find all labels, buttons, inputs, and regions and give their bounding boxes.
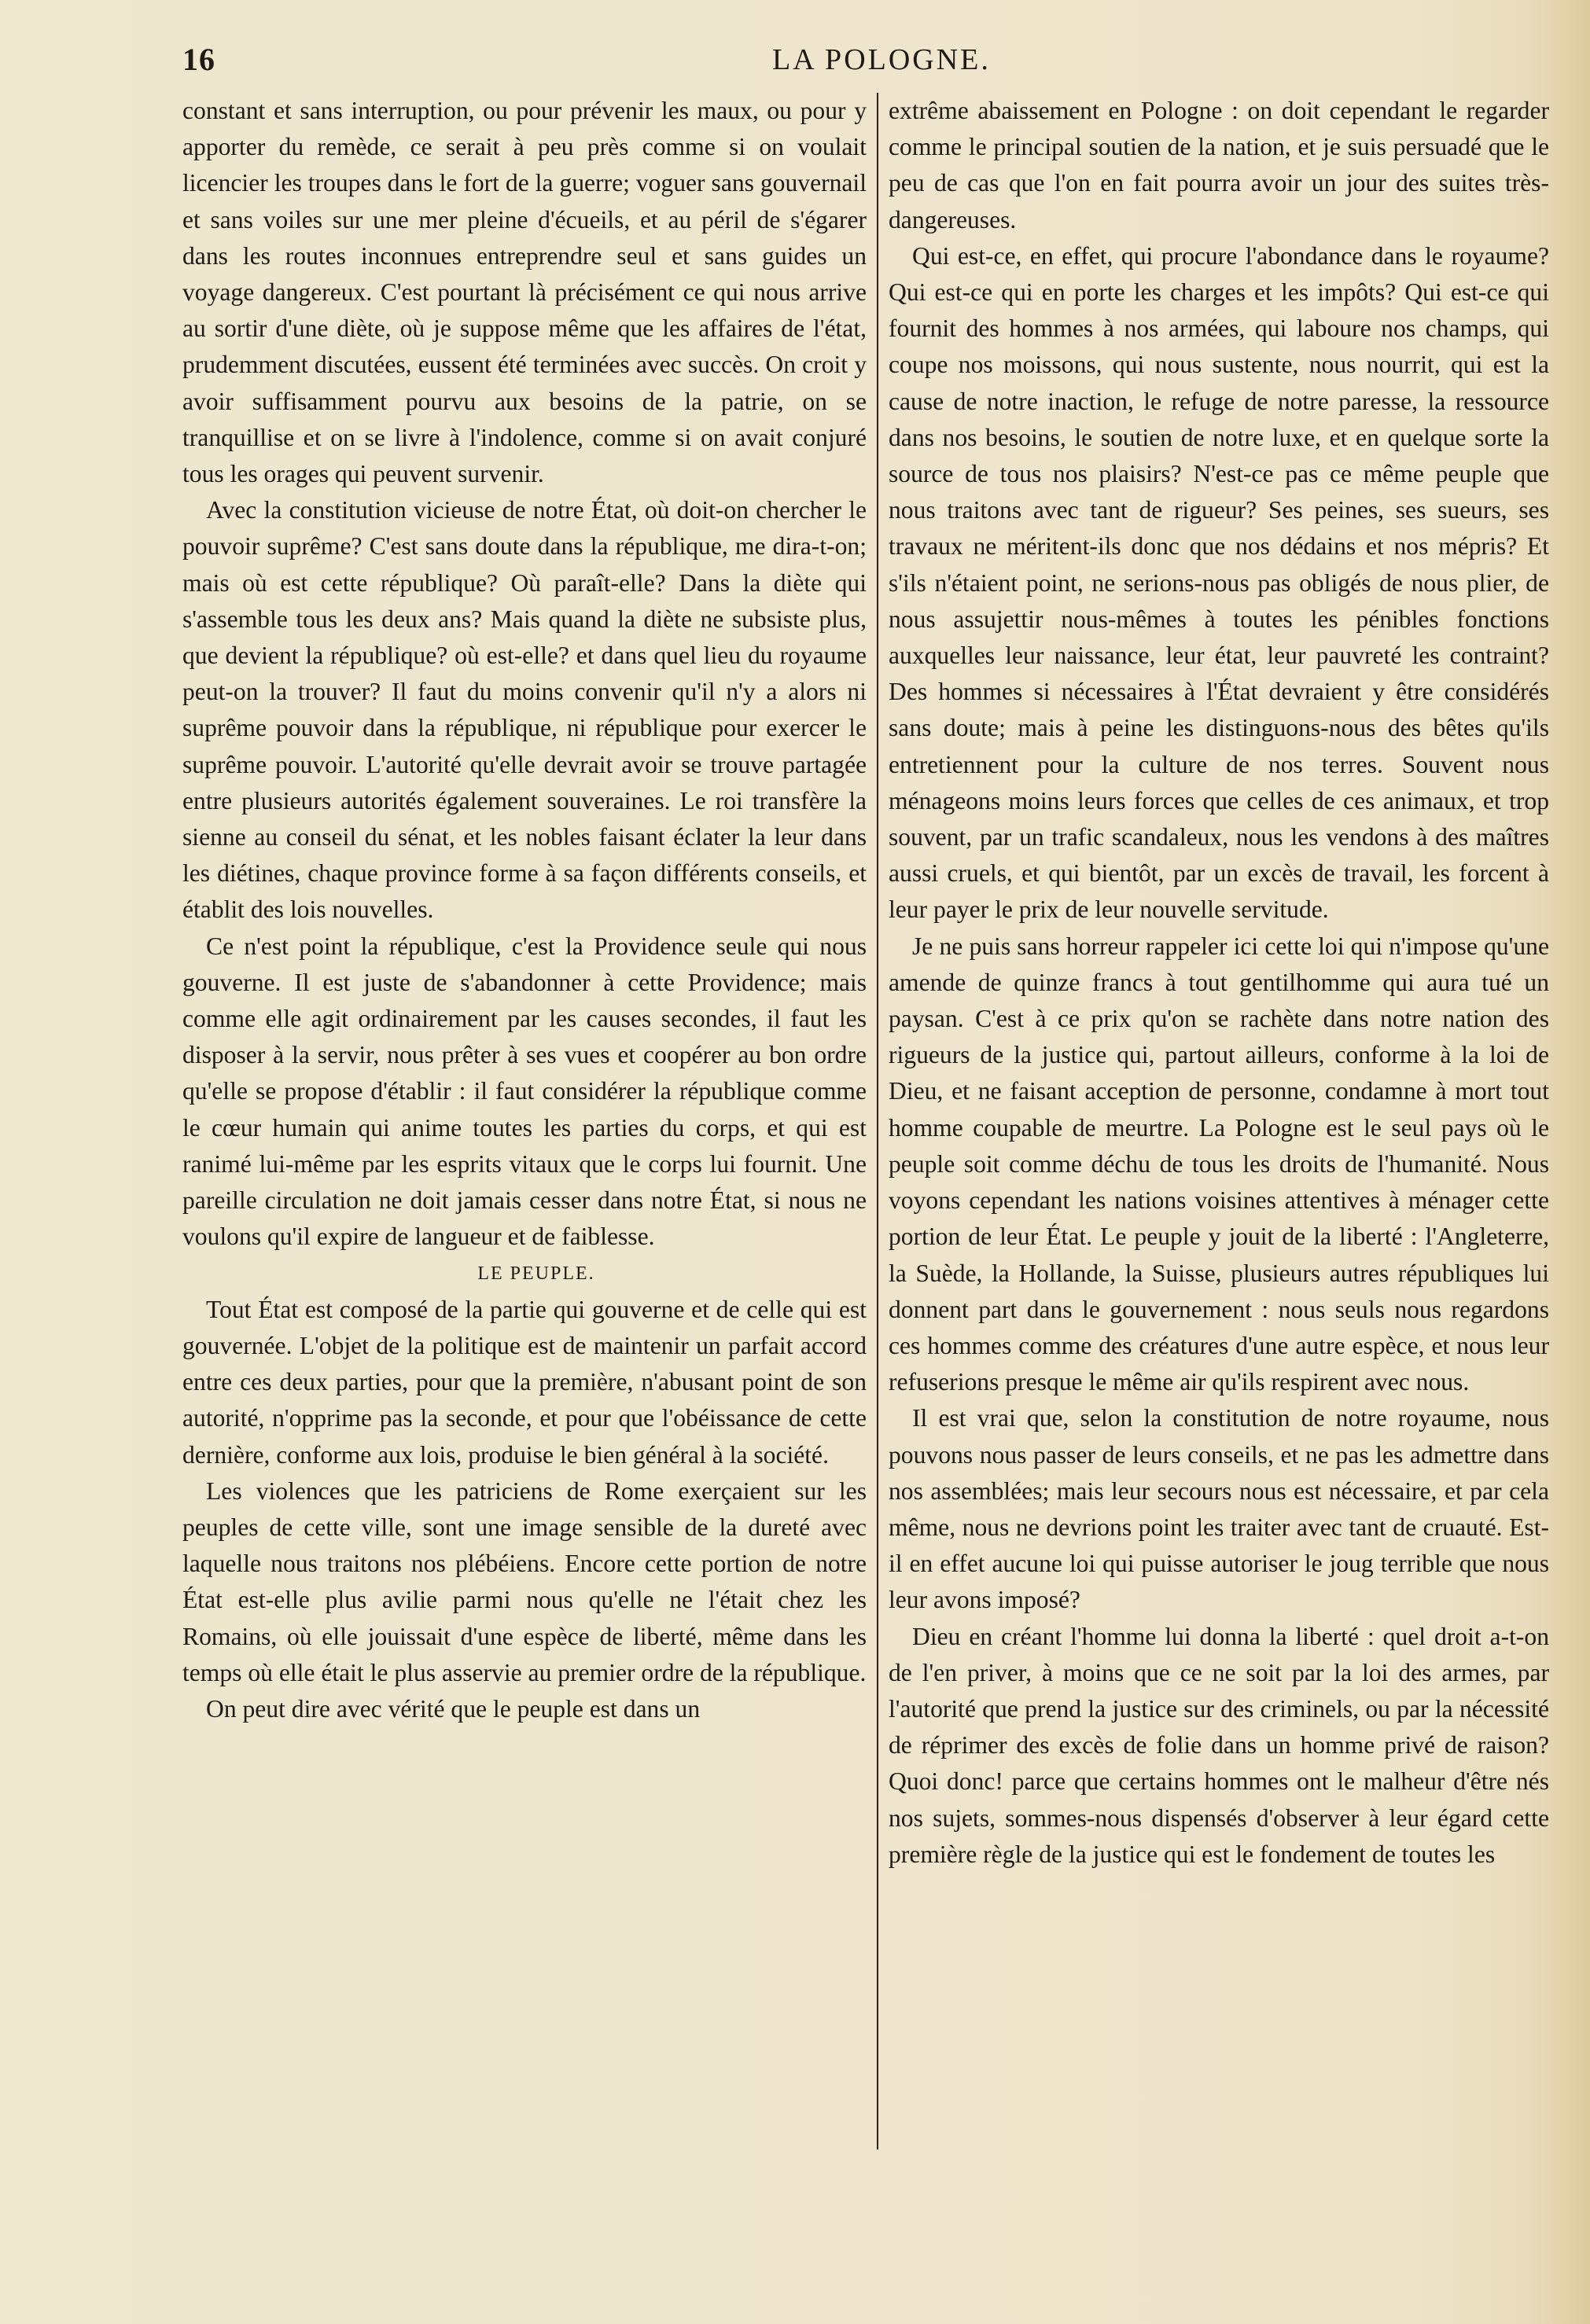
left-column [182,93,867,1727]
paragraph: Avec la constitution vicieuse de notre État, où doit-on chercher le pouvoir suprême? C'est sans doute dans la république, me dira-t-on; mais où est cette république? Où paraît-elle? Dans la diète qui s'assemble tous les deux ans? Mais quand la diète ne subsiste plus, que devient la république? où est-elle? et dans quel lieu du royaume peut-on la trouver? Il faut du moins convenir qu'il n'y a alors ni suprême pouvoir dans la république, ni république pour exercer le suprême pouvoir. L'autorité qu'elle devrait avoir se trouve partagée entre plusieurs autorités également souveraines. Le roi transfère la sienne au conseil du sénat, et les nobles faisant éclater la leur dans les diétines, chaque province forme à sa façon différents conseils, et établit des lois nouvelles. [182,496,867,924]
paragraph: extrême abaissement en Pologne : on doit cependant le regarder comme le principal soutien de la nation, et je suis persuadé que le peu de cas que l'on en fait pourra avoir un jour des suites très-dangereuses. [889,97,1549,234]
page-header [182,41,1582,88]
column-divider [877,93,878,2149]
page-number: 16 [182,42,215,77]
running-title: LA POLOGNE. [772,43,991,76]
paragraph: Les violences que les patriciens de Rome exerçaient sur les peuples de cette ville, sont une image sensible de la dureté avec laquelle nous traitons nos plébéiens. Encore cette portion de notre État est-elle plus avilie parmi nous qu'elle ne l'était chez les Romains, où elle jouissait d'une espèce de liberté, même dans les temps où elle était le plus asservie au premier ordre de la république. [182,1476,867,1686]
paragraph: Dieu en créant l'homme lui donna la liberté : quel droit a-t-on de l'en priver, à moins que ce ne soit par la loi des armes, par l'autorité que prend la justice sur des criminels, ou par la nécessité de réprimer des excès de folie dans un homme privé de raison? Quoi donc! parce que certains hommes ont le malheur d'être nés nos sujets, sommes-nous dispensés d'observer à leur égard cette première règle de la justice qui est le fondement de toutes les [889,1622,1549,1868]
paragraph: On peut dire avec vérité que le peuple est dans un [206,1694,701,1723]
paragraph: Je ne puis sans horreur rappeler ici cette loi qui n'impose qu'une amende de quinze francs à tout gentilhomme qui aura tué un paysan. C'est à ce prix qu'on se rachète dans notre nation des rigueurs de la justice qui, partout ailleurs, conforme à la loi de Dieu, et ne faisant acception de personne, condamne à mort tout homme coupable de meurtre. La Pologne est le seul pays où le peuple soit comme déchu de tous les droits de l'humanité. Nous voyons cependant les nations voisines attentives à ménager cette portion de leur État. Le peuple y jouit de la liberté : l'Angleterre, la Suède, la Hollande, la Suisse, plusieurs autres républiques lui donnent part dans le gouvernement : nous seuls nous regardons ces hommes comme des créatures d'une autre espèce, et nous leur refuserions presque le même air qu'ils respirent avec nous. [889,932,1549,1396]
section-heading: LE PEUPLE. [477,1263,595,1284]
right-column [889,93,1549,1873]
paragraph: Tout État est composé de la partie qui gouverne et de celle qui est gouvernée. L'objet de la politique est de maintenir un parfait accord entre ces deux parties, pour que la première, n'abusant point de son autorité, n'opprime pas la seconde, et pour que l'obéissance de cette dernière, conforme aux lois, produise le bien général à la société. [182,1295,867,1469]
paragraph: Qui est-ce, en effet, qui procure l'abondance dans le royaume? Qui est-ce qui en porte les charges et les impôts? Qui est-ce qui fournit des hommes à nos armées, qui laboure nos champs, qui coupe nos moissons, qui nous sustente, nous nourrit, qui est la cause de notre inaction, le refuge de notre paresse, la ressource dans nos besoins, le soutien de notre luxe, et en quelque sorte la source de tous nos plaisirs? N'est-ce pas ce même peuple que nous traitons avec tant de rigueur? Ses peines, ses sueurs, ses travaux ne méritent-ils donc que nos dédains et nos mépris? Et s'ils n'étaient point, ne serions-nous pas obligés de nous plier, de nous assujettir nous-mêmes à toutes les pénibles fonctions auxquelles leur naissance, leur état, leur pauvreté les contraint? Des hommes si nécessaires à l'État devraient y être considérés sans doute; mais à peine les distinguons-nous des bêtes qu'ils entretiennent pour la culture de nos terres. Souvent nous ménageons moins leurs forces que celles de ces animaux, et trop souvent, par un trafic scandaleux, nous les vendons à des maîtres aussi cruels, et qui bientôt, par un excès de travail, les forcent à leur payer le prix de leur nouvelle servitude. [889,241,1549,924]
paragraph: constant et sans interruption, ou pour prévenir les maux, ou pour y apporter du remède, ce serait à peu près comme si on voulait licencier les troupes dans le fort de la guerre; voguer sans gouvernail et sans voiles sur une mer pleine d'écueils, et au péril de s'égarer dans les routes inconnues entreprendre seul et sans guides un voyage dangereux. C'est pourtant là précisément ce qui nous arrive au sortir d'une diète, où je suppose même que les affaires de l'état, prudemment discutées, eussent été terminées avec succès. On croit y avoir suffisamment pourvu aux besoins de la patrie, on se tranquillise et on se livre à l'indolence, comme si on avait conjuré tous les orages qui peuvent survenir. [182,97,867,488]
paragraph: Il est vrai que, selon la constitution de notre royaume, nous pouvons nous passer de leurs conseils, et ne pas les admettre dans nos assemblées; mais leur secours nous est nécessaire, et par cela même, nous ne devrions point les traiter avec tant de cruauté. Est-il en effet aucune loi qui puisse autoriser le joug terrible que nous leur avons imposé? [889,1404,1549,1614]
paragraph: Ce n'est point la république, c'est la Providence seule qui nous gouverne. Il est juste de s'abandonner à cette Providence; mais comme elle agit ordinairement par les causes secondes, il faut les disposer à la servir, nous prêter à ses vues et coopérer au bon ordre qu'elle se propose d'établir : il faut considérer la république comme le cœur humain qui anime toutes les parties du corps, et qui est ranimé lui-même par les esprits vitaux que le corps lui fournit. Une pareille circulation ne doit jamais cesser dans notre État, si nous ne voulons qu'il expire de langueur et de faiblesse. [182,932,867,1251]
